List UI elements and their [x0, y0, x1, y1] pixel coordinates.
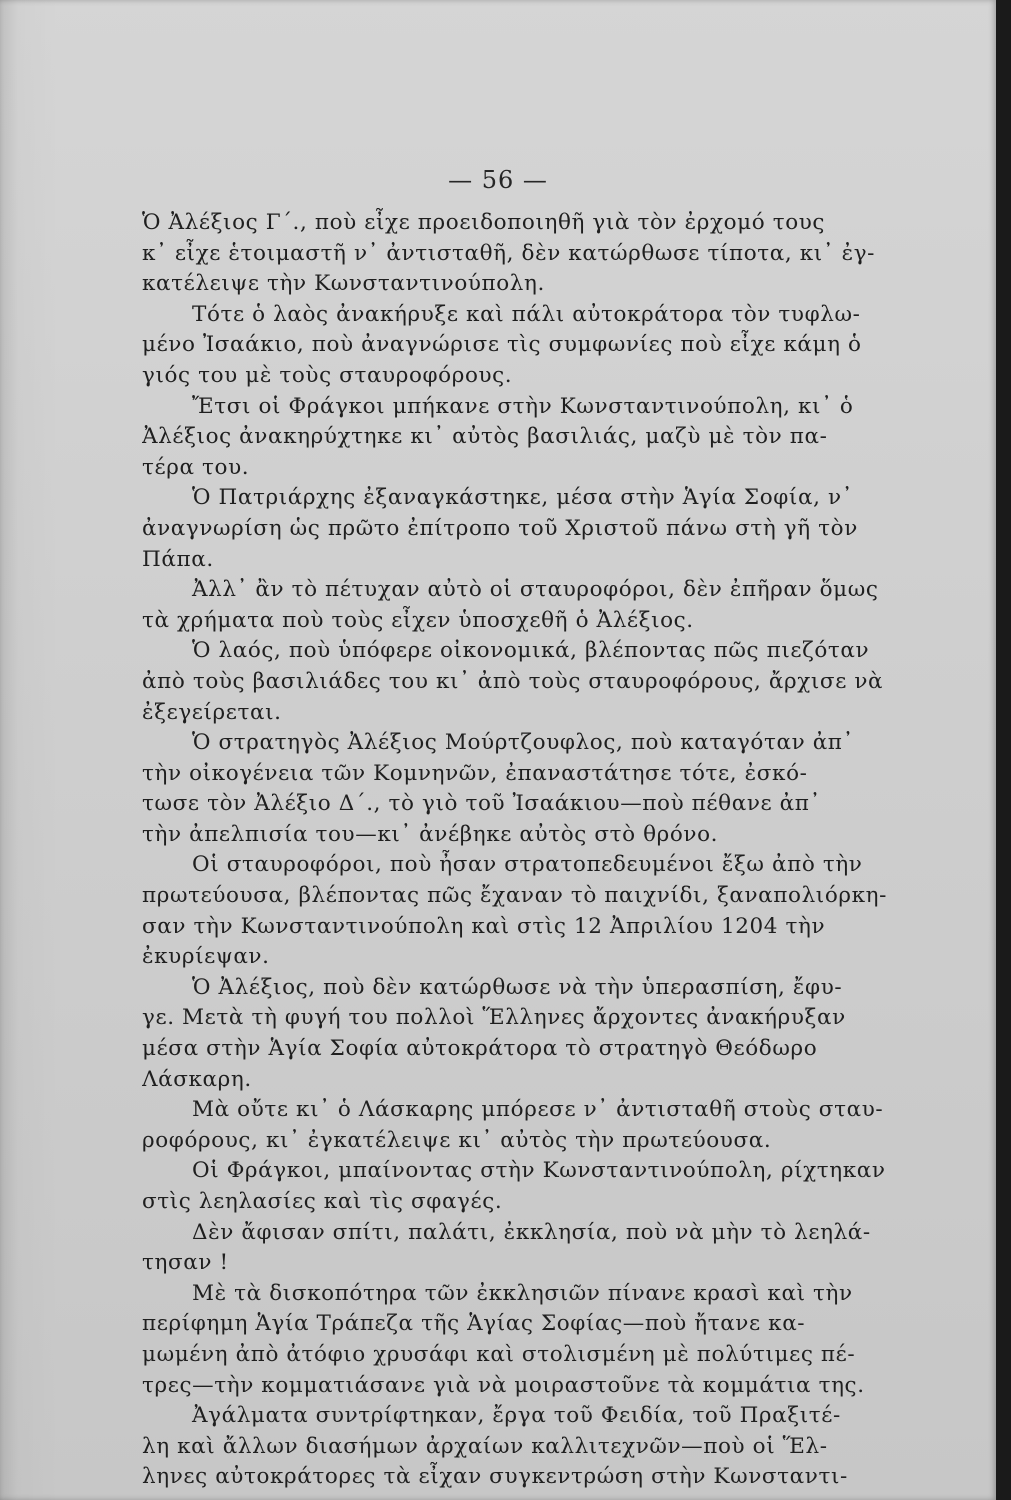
text-line: τὰ χρήματα ποὺ τοὺς εἶχεν ὑποσχεθῆ ὁ Ἀλέξιος.	[142, 607, 694, 633]
text-line: γε. Μετὰ τὴ φυγή του πολλοὶ Ἕλληνες ἄρχοντες ἀνακήρυξαν	[142, 1005, 846, 1031]
text-line: τησαν !	[142, 1250, 229, 1276]
text-line: Μὰ οὔτε κι᾽ ὁ Λάσκαρης μπόρεσε ν᾽ ἀντισταθῆ στοὺς σταυ-	[192, 1097, 884, 1123]
body-text	[142, 208, 902, 1490]
text-line: Ἀλλ᾽ ἂν τὸ πέτυχαν αὐτὸ οἱ σταυροφόροι, δὲν ἐπῆραν ὅμως	[192, 577, 879, 603]
text-line: Ἀγάλματα συντρίφτηκαν, ἔργα τοῦ Φειδία, τοῦ Πραξιτέ-	[192, 1403, 841, 1429]
text-line: μένο Ἰσαάκιο, ποὺ ἀναγνώρισε τὶς συμφωνίες ποὺ εἶχε κάμη ὁ	[142, 332, 862, 358]
text-line: Ὁ στρατηγὸς Ἀλέξιος Μούρτζουφλος, ποὺ καταγόταν ἀπ᾽	[192, 730, 854, 756]
text-line: Τότε ὁ λαὸς ἀνακήρυξε καὶ πάλι αὐτοκράτορα τὸν τυφλω-	[192, 301, 861, 327]
text-line: ροφόρους, κι᾽ ἐγκατέλειψε κι᾽ αὐτὸς τὴν πρωτεύουσα.	[142, 1127, 772, 1153]
text-line: ἀπὸ τοὺς βασιλιάδες του κι᾽ ἀπὸ τοὺς σταυροφόρους, ἄρχισε νὰ	[142, 668, 884, 694]
text-line: τὴν οἰκογένεια τῶν Κομνηνῶν, ἐπαναστάτησε τότε, ἐσκό-	[142, 760, 808, 786]
text-line: τὴν ἀπελπισία του—κι᾽ ἀνέβηκε αὐτὸς στὸ θρόνο.	[142, 821, 719, 847]
text-line: τωσε τὸν Ἀλέξιο Δ΄., τὸ γιὸ τοῦ Ἰσαάκιου—ποὺ πέθανε ἀπ᾽	[142, 791, 821, 817]
text-line: Οἱ σταυροφόροι, ποὺ ἦσαν στρατοπεδευμένοι ἔξω ἀπὸ τὴν	[192, 852, 863, 878]
scan-edge	[996, 0, 1011, 1500]
text-line: Ὁ Ἀλέξιος, ποὺ δὲν κατώρθωσε νὰ τὴν ὑπερασπίση, ἔφυ-	[192, 974, 843, 1000]
text-line: περίφημη Ἁγία Τράπεζα τῆς Ἁγίας Σοφίας—ποὺ ἤτανε κα-	[142, 1311, 806, 1337]
text-line: Μὲ τὰ δισκοπότηρα τῶν ἐκκλησιῶν πίνανε κρασὶ καὶ τὴν	[192, 1280, 853, 1306]
text-line: Ἔτσι οἱ Φράγκοι μπήκανε στὴν Κωνσταντινούπολη, κι᾽ ὁ	[192, 393, 854, 419]
text-line: Ὁ Πατριάρχης ἐξαναγκάστηκε, μέσα στὴν Ἁγία Σοφία, ν᾽	[192, 485, 853, 511]
text-line: ἀναγνωρίση ὡς πρῶτο ἐπίτροπο τοῦ Χριστοῦ πάνω στὴ γῆ τὸν	[142, 515, 858, 541]
text-line: γιός του μὲ τοὺς σταυροφόρους.	[142, 362, 513, 388]
text-line: στὶς λεηλασίες καὶ τὶς σφαγές.	[142, 1189, 503, 1214]
text-line: μωμένη ἀπὸ ἀτόφιο χρυσάφι καὶ στολισμένη μὲ πολύτιμες πέ-	[142, 1341, 856, 1367]
text-line: ἐκυρίεψαν.	[142, 944, 270, 970]
text-line: Οἱ Φράγκοι, μπαίνοντας στὴν Κωνσταντινούπολη, ρίχτηκαν	[192, 1158, 886, 1184]
text-line: Λάσκαρη.	[142, 1066, 252, 1092]
text-line: ἐξεγείρεται.	[142, 699, 282, 725]
text-line: κ᾽ εἶχε ἑτοιμαστῆ ν᾽ ἀντισταθῆ, δὲν κατώρθωσε τίποτα, κι᾽ ἐγ-	[142, 240, 876, 266]
text-line: μέσα στὴν Ἁγία Σοφία αὐτοκράτορα τὸ στρατηγὸ Θεόδωρο	[142, 1036, 818, 1062]
text-line: τέρα του.	[142, 454, 250, 480]
text-line: Ὁ Ἀλέξιος Γ΄., ποὺ εἶχε προειδοποιηθῆ γιὰ τὸν ἐρχομό τους	[142, 210, 826, 235]
text-line: σαν τὴν Κωνσταντινούπολη καὶ στὶς 12 Ἀπριλίου 1204 τὴν	[142, 913, 826, 939]
text-line: κατέλειψε τὴν Κωνσταντινούπολη.	[142, 271, 545, 297]
text-line: πρωτεύουσα, βλέποντας πῶς ἔχαναν τὸ παιχνίδι, ξαναπολιόρκη-	[142, 883, 887, 909]
page-number: — 56 —	[448, 166, 548, 194]
text-line: ληνες αὐτοκράτορες τὰ εἶχαν συγκεντρώση στὴν Κωνσταντι-	[142, 1464, 848, 1490]
text-line: Πάπα.	[142, 546, 214, 572]
text-line: Δὲν ἄφισαν σπίτι, παλάτι, ἐκκλησία, ποὺ νὰ μὴν τὸ λεηλά-	[192, 1219, 871, 1245]
text-line: Ὁ λαός, ποὺ ὑπόφερε οἰκονομικά, βλέποντας πῶς πιεζόταν	[192, 638, 870, 664]
text-line: τρες—τὴν κομματιάσανε γιὰ νὰ μοιραστοῦνε τὰ κομμάτια της.	[142, 1372, 865, 1398]
text-line: Ἀλέξιος ἀνακηρύχτηκε κι᾽ αὐτὸς βασιλιάς, μαζὺ μὲ τὸν πα-	[142, 424, 828, 450]
text-line: λη καὶ ἄλλων διασήμων ἀρχαίων καλλιτεχνῶν—ποὺ οἱ Ἕλ-	[142, 1433, 828, 1459]
